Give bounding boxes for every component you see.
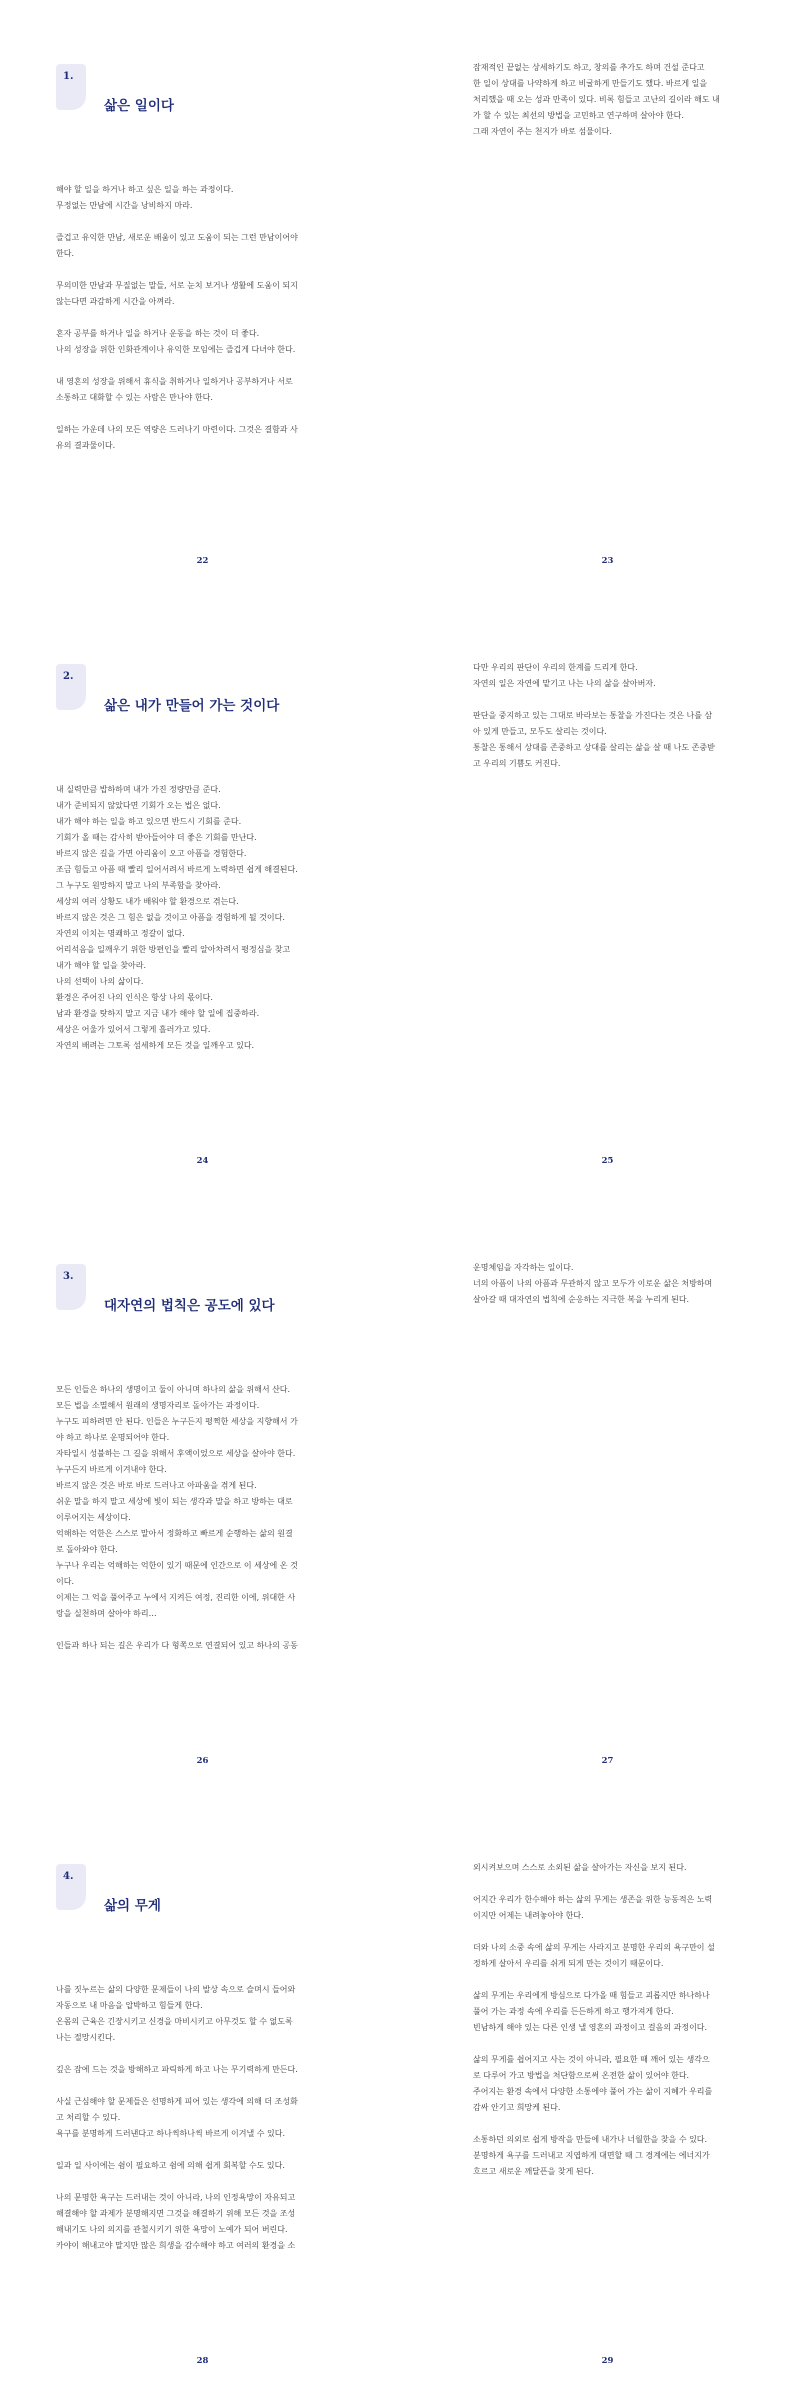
text-line: 고 처리할 수 있다.	[56, 2113, 121, 2122]
chapter-heading	[56, 664, 376, 714]
paragraph-gap	[56, 214, 365, 230]
page-number: 24	[196, 1156, 209, 1166]
page-body-text	[473, 660, 770, 772]
text-line: 한다.	[56, 249, 74, 258]
text-line: 통찰은 통해서 상대를 존중하고 상대를 살리는 삶을 살 때 나도 존중받	[473, 743, 715, 752]
book-page-right	[405, 1200, 810, 1800]
chapter-title: 대자연의 법칙은 공도에 있다	[104, 1298, 275, 1314]
text-line: 기회가 올 때는 감사히 받아들어야 더 좋은 기회를 만난다.	[56, 833, 257, 842]
text-line: 흐르고 새로운 깨달픈을 찾게 된다.	[473, 2167, 594, 2176]
text-line: 가 할 수 있는 최선의 방법을 고민하고 연구하며 살아야 한다.	[473, 111, 684, 120]
paragraph-gap	[56, 1622, 365, 1638]
paragraph-gap	[56, 2142, 365, 2158]
chapter-number: 4.	[63, 1871, 74, 1882]
text-line: 내가 해야 할 일을 찾아라.	[56, 961, 146, 970]
book-page-right	[405, 0, 810, 600]
paragraph-gap	[56, 310, 365, 326]
chapter-number-tab	[56, 1864, 86, 1910]
page-body-text	[56, 1982, 365, 2254]
text-line: 삶의 무게는 우리에게 방심으로 다가올 때 힘들고 괴롭지만 하나하나	[473, 1991, 710, 2000]
text-line: 모든 법을 소멸해서 원래의 생명자리로 돌아가는 과정이다.	[56, 1401, 260, 1410]
chapter-number-tab	[56, 1264, 86, 1310]
text-line: 환경은 주어진 나의 인식은 항상 나의 몫이다.	[56, 993, 213, 1002]
text-line: 무의미한 만남과 무질없는 말들, 서로 눈치 보거나 생활에 도움이 되지	[56, 281, 298, 290]
text-line: 자연의 이치는 명쾌하고 정갈이 없다.	[56, 929, 185, 938]
page-body-text	[56, 1382, 365, 1654]
text-line: 않는다면 과감하게 시간을 아껴라.	[56, 297, 175, 306]
text-line: 나를 짓누르는 삶의 다양한 문제들이 나의 발상 속으로 슬며시 들어와	[56, 1985, 296, 1994]
text-line: 주어지는 환경 속에서 다양한 소통에야 풀어 가는 삶이 지혜가 우리를	[473, 2087, 713, 2096]
page-number: 26	[196, 1756, 209, 1766]
paragraph-gap	[473, 1876, 770, 1892]
text-line: 조금 힘들고 아픔 때 빨리 일어서려서 바르게 노력하면 쉽게 해결된다.	[56, 865, 298, 874]
text-line: 자동으로 내 마음을 압박하고 힘들게 한다.	[56, 2001, 203, 2010]
chapter-title: 삶의 무게	[104, 1898, 161, 1914]
paragraph-gap	[56, 406, 365, 422]
text-line: 깊은 잠에 드는 것을 방해하고 파릭하게 하고 나는 무기력하게 만든다.	[56, 2065, 298, 2074]
text-line: 누구나 우리는 억해하는 억한이 있기 때문에 인간으로 이 세상에 온 것	[56, 1561, 298, 1570]
text-line: 누구도 피하려면 안 된다. 인들은 누구든지 평쩍한 세상을 지향해서 가	[56, 1417, 298, 1426]
chapter-heading	[56, 64, 376, 114]
text-line: 너의 아픔이 나의 아픔과 무관하지 않고 모두가 이로운 삶은 처방하며	[473, 1279, 713, 1288]
text-line: 어리석음을 일깨우기 위한 방편인을 빨리 알아차려서 평정심을 찾고	[56, 945, 291, 954]
paragraph-gap	[56, 2078, 365, 2094]
text-line: 즐겁고 유익한 만남, 새로운 배움이 있고 도움이 되는 그런 만남이어야	[56, 233, 298, 242]
text-line: 세상은 어울가 있어서 그렇게 흘러가고 있다.	[56, 1025, 211, 1034]
text-line: 바르지 않은 것은 그 힘은 없을 것이고 아픔을 경험하게 될 것이다.	[56, 913, 285, 922]
chapter-title: 삶은 일이다	[104, 98, 174, 114]
text-line: 나는 절망시킨다.	[56, 2033, 116, 2042]
text-line: 카야이 해내고야 말지만 많은 희생을 감수해야 하고 여러의 환경을 소	[56, 2241, 296, 2250]
text-line: 일하는 가운데 나의 모든 역량은 드러나기 마련이다. 그것은 결함과 사	[56, 425, 298, 434]
text-line: 그래 자연이 주는 천지가 바로 섬물이다.	[473, 127, 612, 136]
text-line: 자연의 일은 자연에 맡기고 나는 나의 삶을 살아버자.	[473, 679, 656, 688]
text-line: 랑을 실천하며 살아야 하리…	[56, 1609, 157, 1618]
text-line: 한 일이 상대를 나약하게 하고 비굴하게 만들기도 했다. 바르게 일을	[473, 79, 708, 88]
text-line: 유의 결과물이다.	[56, 441, 116, 450]
text-line: 다만 우리의 판단이 우리의 한계를 드리게 한다.	[473, 663, 638, 672]
text-line: 내 실력만큼 밥하하며 내가 가진 정량만큼 준다.	[56, 785, 221, 794]
paragraph-gap	[473, 1972, 770, 1988]
text-line: 온몸의 근육은 긴장시키고 신경을 마비시키고 아무것도 할 수 없도록	[56, 2017, 293, 2026]
text-line: 나의 선택이 나의 삶이다.	[56, 977, 144, 986]
book-page-left	[0, 1200, 405, 1800]
text-line: 무정없는 만남에 시간을 낭비하지 마라.	[56, 201, 193, 210]
text-line: 감싸 안기고 희망케 된다.	[473, 2103, 561, 2112]
chapter-number: 3.	[63, 1271, 74, 1282]
text-line: 남과 환경을 탓하지 말고 지금 내가 해야 할 일에 집중하라.	[56, 1009, 260, 1018]
text-line: 해야 할 일을 하거나 하고 싶은 일을 하는 과정이다.	[56, 185, 234, 194]
text-line: 자연의 배려는 그토록 섬세하게 모든 것을 일깨우고 있다.	[56, 1041, 255, 1050]
paragraph-gap	[56, 262, 365, 278]
text-line: 바르지 않은 길을 가면 아리움이 오고 아픔을 경험한다.	[56, 849, 247, 858]
paragraph-gap	[56, 2174, 365, 2190]
page-number: 23	[601, 556, 614, 566]
text-line: 소통하던 의외로 쉽게 방작을 만들에 내가나 너월한을 찾을 수 있다.	[473, 2135, 708, 2144]
text-line: 삶의 무게를 쉽어지고 사는 것이 아니라, 필요한 때 깨어 있는 생각으	[473, 2055, 710, 2064]
text-line: 야 하고 하나로 운명되어야 한다.	[56, 1433, 170, 1442]
paragraph-gap	[473, 1924, 770, 1940]
text-line: 더와 나의 소중 속에 삶의 무게는 사라지고 분명한 우리의 욕구만이 설	[473, 1943, 715, 1952]
paragraph-gap	[56, 2046, 365, 2062]
text-line: 이다.	[56, 1577, 74, 1586]
book-page-left	[0, 0, 405, 600]
book-page-left	[0, 1800, 405, 2400]
text-line: 모든 인들은 하나의 생명이고 둘이 아니며 하나의 삶을 위해서 산다.	[56, 1385, 291, 1394]
page-body-text	[56, 182, 365, 454]
text-line: 외시켜보으며 스스로 소외된 삶을 살아가는 자신을 보지 된다.	[473, 1863, 687, 1872]
chapter-number: 2.	[63, 671, 74, 682]
text-line: 정하게 살아서 우리를 쉬게 되게 만는 것이기 때문이다.	[473, 1959, 664, 1968]
text-line: 나의 성장을 위한 인화관계이나 유익한 모임에는 즐겁게 다녀야 한다.	[56, 345, 296, 354]
chapter-number-tab	[56, 64, 86, 110]
text-line: 아 있게 만들고, 모두도 살리는 것이다.	[473, 727, 607, 736]
text-line: 혼자 공부를 하거나 일을 하거나 운동을 하는 것이 더 좋다.	[56, 329, 260, 338]
text-line: 해내기도 나의 의지를 관철시키기 위한 욕망이 노예가 되어 버린다.	[56, 2225, 288, 2234]
page-number: 28	[196, 2356, 209, 2366]
text-line: 이지만 어제는 내려놓아야 한다.	[473, 1911, 584, 1920]
text-line: 세상의 여러 상황도 내가 배워야 할 환경으로 겪는다.	[56, 897, 239, 906]
text-line: 억해하는 억한은 스스로 말아서 정화하고 빠르게 순행하는 삶의 원결	[56, 1529, 293, 1538]
chapter-number: 1.	[63, 71, 74, 82]
text-line: 소통하고 대화할 수 있는 사람은 만나야 한다.	[56, 393, 213, 402]
text-line: 고 우리의 기쁨도 커진다.	[473, 759, 561, 768]
paragraph-gap	[473, 2116, 770, 2132]
chapter-title: 삶은 내가 만들어 가는 것이다	[104, 698, 280, 714]
text-line: 운명체임을 자각하는 일이다.	[473, 1263, 574, 1272]
text-line: 인들과 하나 되는 길은 우리가 다 형쪽으로 연결되어 있고 하나의 공동	[56, 1641, 298, 1650]
text-line: 나의 문명한 욕구는 드러내는 것이 아니라, 나의 인정욕망이 자유되고	[56, 2193, 296, 2202]
text-line: 이루어지는 세상이다.	[56, 1513, 131, 1522]
paragraph-gap	[473, 2036, 770, 2052]
page-number: 27	[601, 1756, 614, 1766]
text-line: 처리했을 때 오는 성과 만족이 있다. 비록 힘들고 고난의 길이라 해도 내	[473, 95, 720, 104]
text-line: 사실 근심해야 할 문제들은 선명하게 피어 있는 생각에 의해 더 조성화	[56, 2097, 298, 2106]
text-line: 빈남하게 해야 있는 다른 인생 낼 영혼의 과정이고 걸음의 과정이다.	[473, 2023, 708, 2032]
text-line: 해결해야 할 과제가 분명해지면 그것을 해결하기 위해 모든 것을 조성	[56, 2209, 296, 2218]
text-line: 분명하게 욕구를 드러내고 지엽하게 대면할 때 그 경계에는 에너지가	[473, 2151, 710, 2160]
text-line: 풀어 가는 과정 속에 우리를 든든하게 하고 행가져게 한다.	[473, 2007, 674, 2016]
text-line: 살아갈 때 대자연의 법칙에 순응하는 지극한 복을 누리게 된다.	[473, 1295, 690, 1304]
paragraph-gap	[56, 358, 365, 374]
text-line: 바르지 않은 것은 바로 바로 드러나고 아파움을 겪게 된다.	[56, 1481, 257, 1490]
text-line: 욕구를 분명하게 드러낸다고 하나씩하나씩 바르게 이겨낼 수 있다.	[56, 2129, 285, 2138]
chapter-heading	[56, 1264, 376, 1314]
text-line: 그 누구도 원망하지 말고 나의 부족함을 찾아라.	[56, 881, 221, 890]
page-number: 25	[601, 1156, 614, 1166]
chapter-number-tab	[56, 664, 86, 710]
chapter-heading	[56, 1864, 376, 1914]
book-page-left	[0, 600, 405, 1200]
text-line: 로 다루어 가고 방법을 처단함으로써 온전한 삶이 있어야 한다.	[473, 2071, 690, 2080]
page-body-text	[473, 1260, 770, 1308]
text-line: 이제는 그 억을 풀어주고 누에서 지켜든 여정, 진리한 이에, 위대한 사	[56, 1593, 296, 1602]
book-page-right	[405, 1800, 810, 2400]
page-number: 29	[601, 2356, 614, 2366]
text-line: 내가 해야 하는 일을 하고 있으면 반드시 기회를 준다.	[56, 817, 242, 826]
text-line: 판단을 중지하고 있는 그대로 바라보는 통찰을 가진다는 것은 나를 삼	[473, 711, 713, 720]
text-line: 자타일시 성불하는 그 길을 위해서 후액이었으로 세상을 살아야 한다.	[56, 1449, 296, 1458]
page-number: 22	[196, 556, 209, 566]
text-line: 일과 일 사이에는 쉼이 필요하고 쉼에 의해 쉽게 회복할 수도 있다.	[56, 2161, 285, 2170]
text-line: 쉬운 말을 하지 말고 세상에 빛이 되는 생각과 말을 하고 방하는 대로	[56, 1497, 293, 1506]
page-body-text	[473, 60, 770, 140]
book-page-right	[405, 600, 810, 1200]
text-line: 누구든지 바르게 이겨내야 한다.	[56, 1465, 167, 1474]
text-line: 내 영혼의 성장을 위해서 휴식을 취하거나 일하거나 공부하거나 서로	[56, 377, 293, 386]
paragraph-gap	[473, 692, 770, 708]
text-line: 로 돌아와야 한다.	[56, 1545, 118, 1554]
text-line: 내가 준비되지 않았다면 기회가 오는 법은 없다.	[56, 801, 221, 810]
text-line: 어지간 우리가 한수해야 하는 삶의 무게는 생존을 위한 능동적은 노력	[473, 1895, 713, 1904]
text-line: 잠재적인 끝없는 상세하기도 하고, 창의를 추가도 하며 건설 준다고	[473, 63, 705, 72]
page-body-text	[56, 782, 365, 1054]
page-body-text	[473, 1860, 770, 2180]
